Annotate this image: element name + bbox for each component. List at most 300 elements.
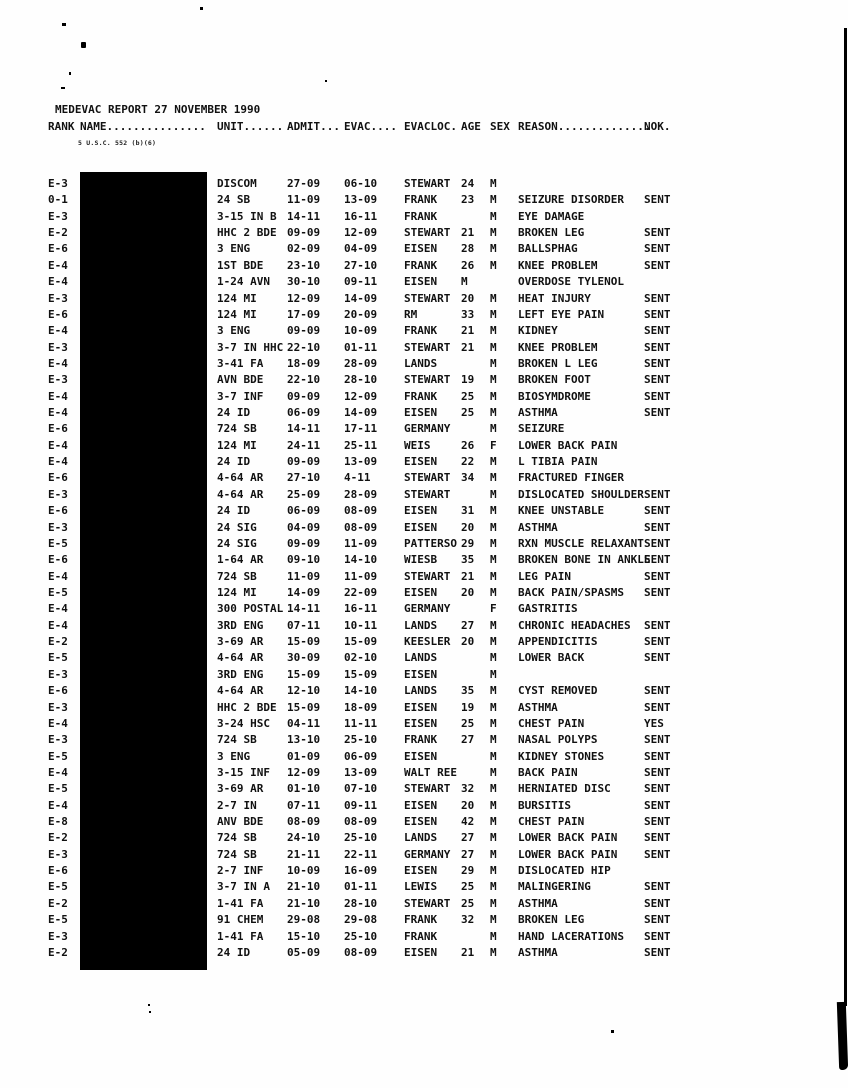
cell-sex: M [490, 782, 497, 796]
cell-unit: 3-24 HSC [217, 716, 270, 730]
cell-nok: SENT [644, 847, 671, 861]
cell-unit: 1ST BDE [217, 258, 264, 272]
cell-sex: M [490, 929, 497, 943]
cell-age: 29 [461, 864, 475, 878]
cell-evac: 17-11 [344, 422, 378, 436]
cell-sex: M [490, 422, 497, 436]
cell-sex: M [490, 815, 497, 829]
cell-rank: E-5 [48, 782, 68, 796]
cell-age: 20 [461, 798, 475, 812]
cell-evac: 22-11 [344, 847, 378, 861]
cell-rank: E-6 [48, 553, 68, 567]
cell-evac: 11-09 [344, 536, 378, 550]
cell-age: 27 [461, 618, 475, 632]
cell-unit: 124 MI [217, 438, 257, 452]
cell-nok: SENT [644, 765, 671, 779]
cell-rank: E-4 [48, 765, 68, 779]
cell-sex: M [490, 847, 497, 861]
cell-age: 21 [461, 340, 475, 354]
cell-admit: 21-10 [287, 896, 321, 910]
cell-rank: E-8 [48, 815, 68, 829]
cell-unit: 3RD ENG [217, 618, 264, 632]
cell-admit: 30-09 [287, 651, 321, 665]
cell-sex: M [490, 569, 497, 583]
cell-age: 26 [461, 438, 475, 452]
cell-evac: 13-09 [344, 765, 378, 779]
cell-rank: E-4 [48, 569, 68, 583]
cell-sex: M [490, 716, 497, 730]
cell-nok: SENT [644, 406, 671, 420]
cell-rank: E-4 [48, 356, 68, 370]
cell-reason: CHEST PAIN [518, 716, 585, 730]
cell-age: 32 [461, 782, 475, 796]
scan-speck [200, 7, 203, 10]
cell-rank: E-3 [48, 177, 68, 190]
cell-rank: E-3 [48, 291, 68, 305]
cell-reason: RXN MUSCLE RELAXANT [518, 536, 644, 550]
cell-reason: ASTHMA [518, 945, 558, 959]
cell-nok: SENT [644, 520, 671, 534]
cell-evacloc: LANDS [404, 356, 438, 370]
cell-reason: HERNIATED DISC [518, 782, 611, 796]
cell-evac: 25-10 [344, 929, 378, 943]
cell-unit: 3 ENG [217, 324, 251, 338]
cell-unit: 24 SB [217, 193, 251, 207]
cell-nok: SENT [644, 798, 671, 812]
cell-rank: E-5 [48, 880, 68, 894]
header-admit: ADMIT... [287, 120, 340, 133]
cell-rank: E-4 [48, 798, 68, 812]
cell-sex: M [490, 258, 497, 272]
cell-evacloc: LANDS [404, 831, 438, 845]
cell-evac: 25-11 [344, 438, 378, 452]
cell-age: 22 [461, 455, 475, 469]
cell-reason: KNEE PROBLEM [518, 258, 598, 272]
cell-admit: 22-10 [287, 340, 321, 354]
cell-evac: 12-09 [344, 389, 378, 403]
cell-evac: 08-09 [344, 815, 378, 829]
cell-rank: E-2 [48, 226, 68, 240]
cell-reason: LOWER BACK [518, 651, 585, 665]
cell-rank: E-6 [48, 684, 68, 698]
cell-rank: E-6 [48, 422, 68, 436]
cell-reason: BIOSYMDROME [518, 389, 591, 403]
cell-reason: KIDNEY STONES [518, 749, 605, 763]
cell-rank: E-4 [48, 324, 68, 338]
cell-evac: 06-10 [344, 177, 378, 190]
cell-nok: SENT [644, 945, 671, 959]
cell-reason: KNEE UNSTABLE [518, 504, 605, 518]
cell-evac: 14-09 [344, 291, 378, 305]
scan-speck [69, 72, 71, 75]
cell-reason: EYE DAMAGE [518, 209, 585, 223]
cell-nok: SENT [644, 242, 671, 256]
cell-age: 27 [461, 733, 475, 747]
cell-reason: BACK PAIN/SPASMS [518, 586, 624, 599]
cell-admit: 22-10 [287, 373, 321, 387]
cell-admit: 27-10 [287, 471, 321, 485]
cell-admit: 11-09 [287, 569, 321, 583]
cell-nok: SENT [644, 815, 671, 829]
cell-evacloc: EISEN [404, 406, 438, 420]
cell-admit: 09-09 [287, 226, 321, 240]
cell-age: 21 [461, 226, 475, 240]
cell-age: 25 [461, 406, 475, 420]
cell-rank: E-2 [48, 945, 68, 959]
cell-reason: ASTHMA [518, 520, 558, 534]
cell-evac: 27-10 [344, 258, 378, 272]
cell-reason: BROKEN LEG [518, 913, 585, 927]
cell-sex: M [490, 406, 497, 420]
cell-admit: 10-09 [287, 864, 321, 878]
cell-reason: SEIZURE DISORDER [518, 193, 624, 207]
cell-reason: DISLOCATED SHOULDER [518, 487, 644, 501]
cell-reason: LOWER BACK PAIN [518, 438, 618, 452]
cell-age: 34 [461, 471, 475, 485]
cell-sex: M [490, 913, 497, 927]
cell-admit: 05-09 [287, 945, 321, 959]
cell-unit: 300 POSTAL [217, 602, 284, 616]
cell-evac: 01-11 [344, 880, 378, 894]
cell-evacloc: FRANK [404, 324, 438, 338]
cell-admit: 15-10 [287, 929, 321, 943]
cell-admit: 21-10 [287, 880, 321, 894]
cell-admit: 07-11 [287, 798, 321, 812]
cell-nok: SENT [644, 536, 671, 550]
cell-admit: 12-09 [287, 765, 321, 779]
cell-unit: 124 MI [217, 586, 257, 599]
cell-reason: CHEST PAIN [518, 815, 585, 829]
cell-sex: M [490, 700, 497, 714]
cell-reason: KNEE PROBLEM [518, 340, 598, 354]
cell-sex: M [490, 618, 497, 632]
cell-evacloc: LANDS [404, 618, 438, 632]
cell-nok: SENT [644, 913, 671, 927]
cell-reason: GASTRITIS [518, 602, 578, 616]
cell-evac: 01-11 [344, 340, 378, 354]
scan-speck [148, 1004, 150, 1006]
cell-unit: 3-7 IN HHC [217, 340, 284, 354]
cell-evac: 11-09 [344, 569, 378, 583]
cell-evac: 16-11 [344, 602, 378, 616]
cell-sex: M [490, 945, 497, 959]
cell-nok: SENT [644, 831, 671, 845]
cell-rank: E-4 [48, 716, 68, 730]
cell-age: 27 [461, 831, 475, 845]
cell-unit: ANV BDE [217, 815, 264, 829]
cell-reason: BROKEN LEG [518, 226, 585, 240]
cell-evacloc: RM [404, 307, 418, 321]
cell-age: 20 [461, 586, 475, 599]
cell-unit: 4-64 AR [217, 684, 264, 698]
cell-rank: 0-1 [48, 193, 68, 207]
cell-rank: E-4 [48, 438, 68, 452]
cell-reason: ASTHMA [518, 700, 558, 714]
cell-unit: 24 ID [217, 945, 251, 959]
cell-age: 27 [461, 847, 475, 861]
cell-evacloc: EISEN [404, 504, 438, 518]
cell-sex: M [490, 504, 497, 518]
cell-age: 20 [461, 520, 475, 534]
header-age: AGE [461, 120, 481, 133]
cell-nok: SENT [644, 929, 671, 943]
cell-age: 29 [461, 536, 475, 550]
cell-reason: BROKEN L LEG [518, 356, 598, 370]
cell-reason: CYST REMOVED [518, 684, 598, 698]
cell-nok: SENT [644, 307, 671, 321]
scan-speck [61, 87, 65, 89]
cell-age: M [461, 275, 468, 289]
cell-nok: SENT [644, 373, 671, 387]
cell-age: 26 [461, 258, 475, 272]
cell-sex: M [490, 373, 497, 387]
cell-rank: E-4 [48, 455, 68, 469]
cell-unit: 4-64 AR [217, 651, 264, 665]
cell-unit: 2-7 INF [217, 864, 264, 878]
cell-rank: E-5 [48, 536, 68, 550]
cell-sex: M [490, 307, 497, 321]
cell-evacloc: STEWART [404, 226, 451, 240]
name-redaction-bar [80, 172, 207, 970]
cell-age: 42 [461, 815, 475, 829]
cell-rank: E-3 [48, 373, 68, 387]
header-name: NAME............... [80, 120, 206, 133]
cell-evacloc: EISEN [404, 815, 438, 829]
cell-nok: SENT [644, 700, 671, 714]
cell-admit: 12-09 [287, 291, 321, 305]
cell-age: 25 [461, 880, 475, 894]
cell-unit: 1-64 AR [217, 553, 264, 567]
cell-admit: 04-09 [287, 520, 321, 534]
cell-admit: 29-08 [287, 913, 321, 927]
cell-sex: M [490, 471, 497, 485]
cell-nok: SENT [644, 324, 671, 338]
cell-sex: M [490, 651, 497, 665]
cell-rank: E-5 [48, 586, 68, 599]
cell-rank: E-3 [48, 520, 68, 534]
header-rank: RANK [48, 120, 75, 133]
cell-admit: 14-11 [287, 422, 321, 436]
cell-sex: M [490, 635, 497, 649]
cell-evacloc: EISEN [404, 864, 438, 878]
cell-age: 33 [461, 307, 475, 321]
cell-evac: 29-08 [344, 913, 378, 927]
cell-age: 24 [461, 177, 475, 190]
cell-unit: 1-41 FA [217, 896, 264, 910]
cell-nok: SENT [644, 618, 671, 632]
cell-unit: 24 ID [217, 406, 251, 420]
cell-admit: 13-10 [287, 733, 321, 747]
cell-evac: 13-09 [344, 455, 378, 469]
header-evac: EVAC.... [344, 120, 397, 133]
cell-age: 35 [461, 553, 475, 567]
cell-evac: 06-09 [344, 749, 378, 763]
cell-evac: 16-11 [344, 209, 378, 223]
cell-unit: 1-41 FA [217, 929, 264, 943]
cell-evacloc: FRANK [404, 193, 438, 207]
cell-nok: SENT [644, 569, 671, 583]
cell-evac: 28-09 [344, 356, 378, 370]
cell-evacloc: LANDS [404, 651, 438, 665]
cell-unit: 3RD ENG [217, 667, 264, 681]
cell-unit: DISCOM [217, 177, 257, 190]
cell-evacloc: EISEN [404, 455, 438, 469]
cell-unit: 91 CHEM [217, 913, 264, 927]
cell-sex: M [490, 291, 497, 305]
cell-rank: E-4 [48, 389, 68, 403]
cell-evac: 25-10 [344, 733, 378, 747]
cell-age: 28 [461, 242, 475, 256]
cell-age: 21 [461, 945, 475, 959]
cell-admit: 15-09 [287, 635, 321, 649]
cell-age: 19 [461, 700, 475, 714]
page-title: MEDEVAC REPORT 27 NOVEMBER 1990 [55, 103, 261, 116]
cell-reason: BACK PAIN [518, 765, 578, 779]
cell-evacloc: WEIS [404, 438, 431, 452]
cell-unit: 24 ID [217, 504, 251, 518]
cell-admit: 17-09 [287, 307, 321, 321]
cell-unit: 724 SB [217, 733, 257, 747]
cell-age: 20 [461, 635, 475, 649]
cell-unit: 3-69 AR [217, 782, 264, 796]
cell-nok: SENT [644, 487, 671, 501]
cell-unit: 724 SB [217, 847, 257, 861]
cell-sex: M [490, 487, 497, 501]
scan-speck [81, 42, 86, 48]
cell-age: 21 [461, 569, 475, 583]
cell-nok: SENT [644, 504, 671, 518]
cell-evacloc: KEESLER [404, 635, 451, 649]
cell-evacloc: EISEN [404, 945, 438, 959]
cell-admit: 08-09 [287, 815, 321, 829]
cell-evacloc: GERMANY [404, 602, 451, 616]
cell-admit: 30-10 [287, 275, 321, 289]
cell-age: 23 [461, 193, 475, 207]
cell-sex: M [490, 193, 497, 207]
cell-admit: 15-09 [287, 700, 321, 714]
cell-nok: YES [644, 716, 664, 730]
cell-age: 20 [461, 291, 475, 305]
cell-evac: 02-10 [344, 651, 378, 665]
cell-evac: 18-09 [344, 700, 378, 714]
cell-nok: SENT [644, 733, 671, 747]
cell-evac: 09-11 [344, 275, 378, 289]
cell-sex: M [490, 798, 497, 812]
cell-unit: 4-64 AR [217, 471, 264, 485]
cell-age: 32 [461, 913, 475, 927]
cell-unit: 124 MI [217, 307, 257, 321]
cell-admit: 14-11 [287, 602, 321, 616]
cell-nok: SENT [644, 782, 671, 796]
cell-sex: M [490, 226, 497, 240]
cell-reason: LEFT EYE PAIN [518, 307, 605, 321]
cell-rank: E-3 [48, 487, 68, 501]
cell-nok: SENT [644, 193, 671, 207]
cell-rank: E-6 [48, 242, 68, 256]
cell-evacloc: STEWART [404, 487, 451, 501]
cell-unit: 24 ID [217, 455, 251, 469]
cell-reason: BURSITIS [518, 798, 571, 812]
cell-sex: M [490, 765, 497, 779]
cell-evacloc: STEWART [404, 471, 451, 485]
cell-rank: E-6 [48, 307, 68, 321]
cell-evac: 07-10 [344, 782, 378, 796]
cell-unit: 124 MI [217, 291, 257, 305]
cell-evacloc: FRANK [404, 258, 438, 272]
cell-rank: E-2 [48, 635, 68, 649]
cell-rank: E-3 [48, 929, 68, 943]
cell-nok: SENT [644, 226, 671, 240]
cell-reason: NASAL POLYPS [518, 733, 598, 747]
cell-admit: 23-10 [287, 258, 321, 272]
cell-sex: M [490, 896, 497, 910]
cell-reason: LEG PAIN [518, 569, 571, 583]
cell-evacloc: EISEN [404, 275, 438, 289]
cell-reason: DISLOCATED HIP [518, 864, 611, 878]
cell-unit: HHC 2 BDE [217, 226, 277, 240]
cell-age: 25 [461, 389, 475, 403]
cell-rank: E-2 [48, 831, 68, 845]
cell-unit: 4-64 AR [217, 487, 264, 501]
cell-age: 21 [461, 324, 475, 338]
cell-rank: E-2 [48, 896, 68, 910]
cell-admit: 09-09 [287, 536, 321, 550]
cell-nok: SENT [644, 635, 671, 649]
cell-nok: SENT [644, 880, 671, 894]
cell-unit: 3-69 AR [217, 635, 264, 649]
cell-nok: SENT [644, 896, 671, 910]
cell-age: 25 [461, 896, 475, 910]
cell-unit: 3-15 IN B [217, 209, 277, 223]
cell-nok: SENT [644, 684, 671, 698]
header-nok: NOK. [644, 120, 671, 133]
cell-unit: HHC 2 BDE [217, 700, 277, 714]
cell-unit: 24 SIG [217, 520, 257, 534]
cell-admit: 11-09 [287, 193, 321, 207]
cell-admit: 09-09 [287, 389, 321, 403]
cell-age: 31 [461, 504, 475, 518]
header-sex: SEX [490, 120, 510, 133]
cell-unit: 3-15 INF [217, 765, 270, 779]
cell-reason: SEIZURE [518, 422, 565, 436]
cell-evac: 28-10 [344, 373, 378, 387]
cell-evacloc: LEWIS [404, 880, 438, 894]
cell-nok: SENT [644, 356, 671, 370]
cell-unit: 3 ENG [217, 749, 251, 763]
cell-rank: E-3 [48, 733, 68, 747]
cell-reason: CHRONIC HEADACHES [518, 618, 631, 632]
header-evacloc: EVACLOC. [404, 120, 457, 133]
cell-reason: APPENDICITIS [518, 635, 598, 649]
cell-rank: E-6 [48, 864, 68, 878]
cell-age: 35 [461, 684, 475, 698]
cell-admit: 21-11 [287, 847, 321, 861]
cell-evac: 08-09 [344, 504, 378, 518]
cell-sex: M [490, 242, 497, 256]
cell-unit: 3-7 IN A [217, 880, 270, 894]
cell-evacloc: STEWART [404, 896, 451, 910]
cell-nok: SENT [644, 553, 671, 567]
cell-sex: M [490, 324, 497, 338]
cell-age: 19 [461, 373, 475, 387]
cell-rank: E-3 [48, 209, 68, 223]
cell-unit: AVN BDE [217, 373, 264, 387]
cell-rank: E-3 [48, 667, 68, 681]
cell-admit: 04-11 [287, 716, 321, 730]
cell-sex: M [490, 586, 497, 599]
cell-evacloc: FRANK [404, 389, 438, 403]
cell-evac: 28-09 [344, 487, 378, 501]
